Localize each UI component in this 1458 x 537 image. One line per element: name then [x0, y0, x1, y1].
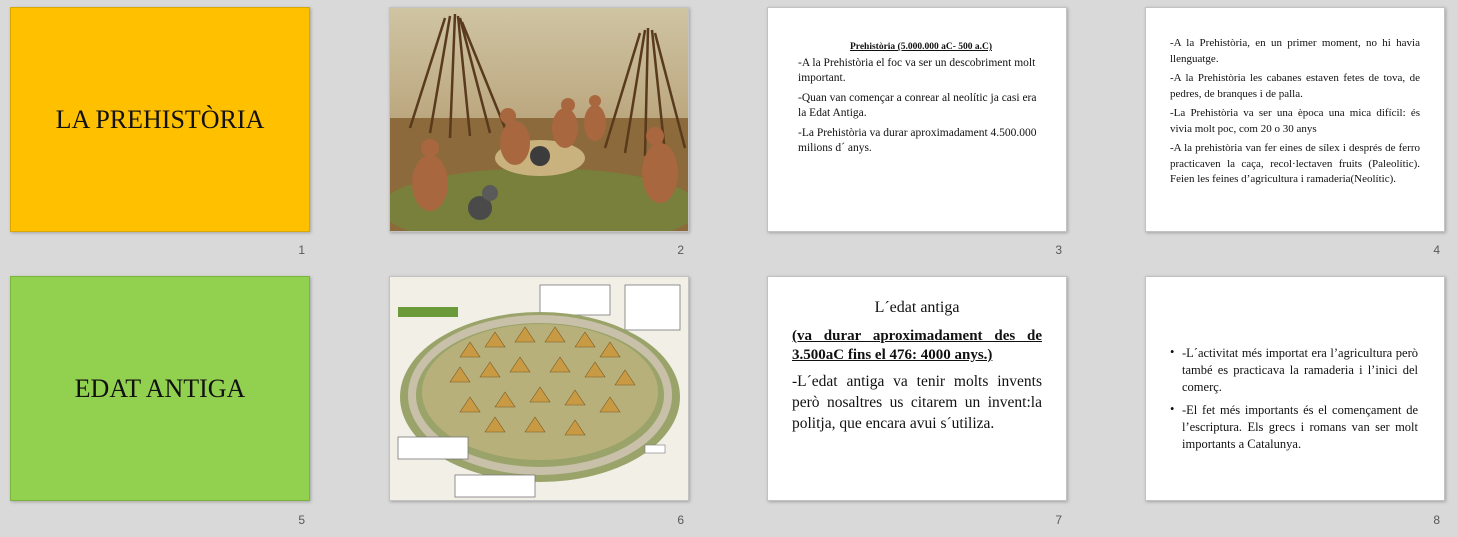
slide-title: EDAT ANTIGA	[74, 373, 246, 403]
slide-number-4: 4	[1433, 243, 1440, 257]
slide-thumbnail-6[interactable]	[389, 276, 689, 501]
slide-thumbnail-1[interactable]	[10, 7, 310, 232]
slide-title: L´edat antiga	[874, 299, 960, 316]
slide-bullet-item	[1170, 345, 1418, 396]
celtic-settlement-image	[390, 277, 689, 501]
slide-subtitle: (va durar aproximadament des de 3.500aC fins el 476: 4000 anys.)	[792, 328, 1042, 363]
prehistoric-hut-scene-image	[390, 8, 689, 232]
slide-number-5: 5	[298, 513, 305, 527]
bullet-text: -El fet més importants és el començament de l’escriptura. Els grecs i romans van ser molt importants a Catalunya.	[1182, 403, 1418, 451]
slide-number-1: 1	[298, 243, 305, 257]
bullet-icon: •	[1170, 402, 1175, 416]
slide-text-line: -Quan van començar a conrear al neolític ja casi era la Edat Antiga.	[798, 92, 1037, 119]
slide-bullet-item	[1170, 402, 1418, 453]
slide-number-7: 7	[1055, 513, 1062, 527]
slide-title: LA PREHISTÒRIA	[55, 104, 265, 134]
slide-body: -L´edat antiga va tenir molts invents però nosaltres us citarem un invent:la politja, que encara avui s´utiliza.	[792, 373, 1042, 432]
slide-thumbnail-7[interactable]	[767, 276, 1067, 501]
slide-number-8: 8	[1433, 513, 1440, 527]
slide-thumbnail-2[interactable]	[389, 7, 689, 232]
slide-header: Prehistòria (5.000.000 aC- 500 a.C)	[849, 42, 993, 52]
slide-text-line: -La Prehistòria va ser una època una mica difícil: és vivia molt poc, com 20 o 30 anys	[1170, 107, 1420, 135]
slide-thumbnail-8[interactable]	[1145, 276, 1445, 501]
bullet-icon: •	[1170, 345, 1175, 359]
bullet-text: -L´activitat més importat era l’agricultura però també es practicava la ramaderia i l’inici del comerç.	[1182, 346, 1418, 394]
slide-text-line: -A la Prehistòria, en un primer moment, no hi havia llenguatge.	[1170, 37, 1420, 65]
slide-thumbnail-4[interactable]	[1145, 7, 1445, 232]
slide-number-3: 3	[1055, 243, 1062, 257]
slide-number-6: 6	[677, 513, 684, 527]
slide-number-2: 2	[677, 243, 684, 257]
slide-text-line: -La Prehistòria va durar aproximadament 4.500.000 milions d´ anys.	[798, 127, 1037, 154]
slide-thumbnail-5[interactable]	[10, 276, 310, 501]
slide-text-line: -A la prehistòria van fer eines de sílex i després de ferro practicaven la caça, recol·lectaven fruits (Paleolític). Feien les feines d’agricultura i ramaderia(Neolític).	[1170, 142, 1420, 185]
slide-text-line: -A la Prehistòria el foc va ser un descobriment molt important.	[798, 57, 1036, 84]
slide-thumbnail-3[interactable]	[767, 7, 1067, 232]
slide-text-line: -A la Prehistòria les cabanes estaven fetes de tova, de pedres, de branques i de palla.	[1170, 72, 1420, 100]
